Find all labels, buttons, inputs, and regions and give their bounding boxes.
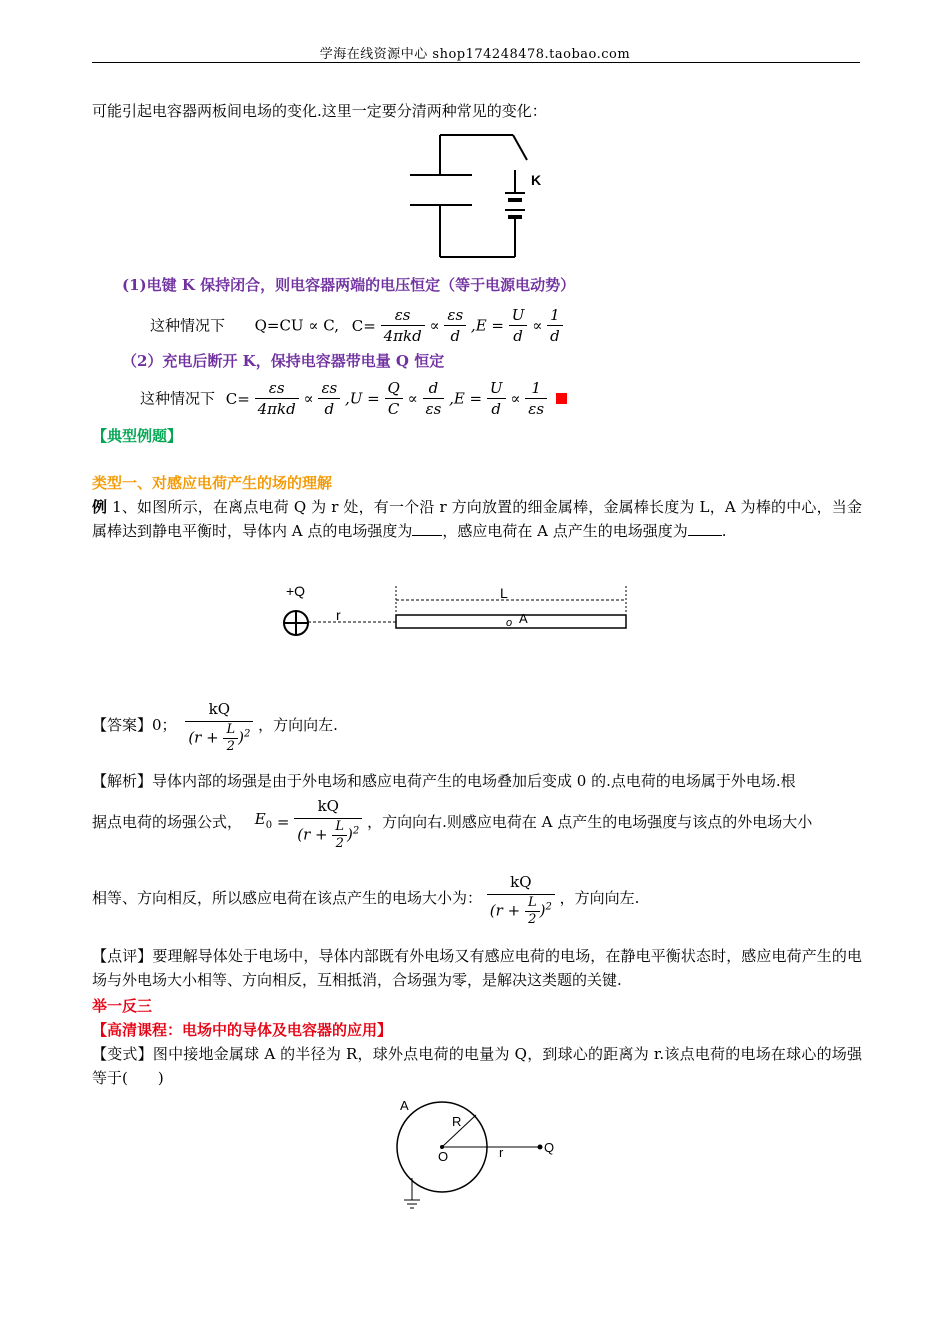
center-label: O bbox=[438, 1149, 449, 1164]
answer-line bbox=[92, 695, 338, 755]
case2-title: （2）充电后断开 K，保持电容器带电量 Q 恒定 bbox=[122, 352, 445, 370]
comment-text: 【点评】要理解导体处于电场中，导体内部既有外电场又有感应电荷的电场，在静电平衡状态时，感应电荷产生的电场与外电场大小相等、方向相反，互相抵消，合场强为零，是解决这类题的关键. bbox=[92, 947, 862, 989]
type1-label: 类型一、对感应电荷产生的场的理解 bbox=[92, 474, 333, 492]
analysis-line-1: 【解析】导体内部的场强是由于外电场和感应电荷产生的电场叠加后变成 0 的.点电荷的电场属于外电场.根 bbox=[92, 772, 796, 790]
analysis-line-2-a: 据点电荷的场强公式， bbox=[92, 813, 243, 831]
case1-frac-1: $\frac{\varepsilon s}{\text{4πkd}}$ bbox=[381, 305, 425, 346]
typical-examples-label: 【典型例题】 bbox=[92, 427, 183, 445]
example1-text bbox=[92, 495, 862, 543]
switch-k bbox=[513, 135, 527, 160]
proportional-sign: ∝ bbox=[407, 389, 418, 408]
case2-e-eq: ,E = bbox=[449, 389, 483, 408]
induced-field-fraction: kQ (r + $\frac{L}{2}$ )$^2$ bbox=[487, 868, 555, 928]
analysis-line-2 bbox=[92, 792, 812, 852]
charge-rod-figure bbox=[270, 578, 640, 643]
answer-fraction: kQ (r + $\frac{L}{2}$ )$^2$ bbox=[185, 695, 253, 755]
analysis-line-3-a: 相等、方向相反，所以感应电荷在该点产生的电场大小为： bbox=[92, 889, 483, 907]
example1-part-c: . bbox=[721, 522, 727, 540]
case1-q: Q=CU ∝ C, bbox=[254, 316, 339, 335]
e0-fraction: kQ (r + $\frac{L}{2}$ )$^2$ bbox=[294, 792, 362, 852]
end-marker-square bbox=[556, 393, 567, 404]
a-label: A bbox=[519, 611, 528, 626]
variant-text: 【变式】图中接地金属球 A 的半径为 R，球外点电荷的电量为 Q，到球心的距离为 r.该点电荷的电场在球心的场强等于( ) bbox=[92, 1045, 862, 1087]
distance-label: r bbox=[499, 1145, 504, 1160]
case1-c-eq: C= bbox=[351, 316, 376, 335]
case2-c-eq: C= bbox=[225, 389, 250, 408]
switch-label: K bbox=[531, 172, 542, 188]
proportional-sign: ∝ bbox=[303, 389, 314, 408]
course-label: 【高清课程：电场中的导体及电容器的应用】 bbox=[92, 1021, 393, 1039]
case1-lead: 这种情况下 bbox=[150, 316, 226, 335]
answer-blank-1 bbox=[412, 521, 442, 536]
point-charge-q bbox=[538, 1145, 543, 1150]
case2-frac-4: $\frac{d}{\varepsilon s}$ bbox=[423, 378, 445, 419]
page-header: 学海在线资源中心 shop174248478.taobao.com bbox=[319, 47, 631, 62]
answer-tail: ，方向向左. bbox=[258, 716, 338, 734]
analysis-line-3 bbox=[92, 868, 639, 928]
radius-label: R bbox=[452, 1114, 462, 1129]
case1-e-eq: ,E = bbox=[470, 316, 504, 335]
case1-formula bbox=[150, 305, 563, 346]
case1-frac-4: $\frac{1}{d}$ bbox=[547, 305, 563, 346]
juyi-label: 举一反三 bbox=[92, 997, 153, 1015]
r-label: r bbox=[336, 607, 341, 623]
case2-frac-1: $\frac{\varepsilon s}{\text{4πkd}}$ bbox=[255, 378, 299, 419]
charge-q-label: Q bbox=[544, 1140, 555, 1155]
case2-frac-3: $\frac{Q}{C}$ bbox=[385, 378, 403, 419]
case2-formula bbox=[140, 378, 567, 419]
e0-symbol: $E_0$ bbox=[254, 809, 273, 831]
analysis-line-2-b: ，方向向右.则感应电荷在 A 点产生的电场强度与该点的外电场大小 bbox=[367, 813, 813, 831]
case2-frac-2: $\frac{\varepsilon s}{d}$ bbox=[318, 378, 340, 419]
case1-title: (1)电键 K 保持闭合，则电容器两端的电压恒定（等于电源电动势） bbox=[122, 276, 576, 294]
answer-label: 【答案】0； bbox=[92, 716, 177, 734]
capacitor-circuit-diagram bbox=[400, 125, 550, 265]
proportional-sign: ∝ bbox=[532, 316, 543, 335]
l-label: L bbox=[500, 585, 508, 601]
grounded-sphere-figure bbox=[390, 1092, 570, 1222]
case2-frac-6: $\frac{1}{\varepsilon s}$ bbox=[525, 378, 547, 419]
case2-u-eq: ,U = bbox=[344, 389, 380, 408]
example-prefix: 例 bbox=[92, 498, 108, 516]
charge-label: +Q bbox=[286, 583, 306, 599]
case2-frac-5: $\frac{U}{d}$ bbox=[487, 378, 506, 419]
answer-blank-2 bbox=[688, 521, 722, 536]
case1-frac-3: $\frac{U}{d}$ bbox=[509, 305, 528, 346]
sphere-label: A bbox=[400, 1098, 409, 1113]
case2-lead: 这种情况下 bbox=[140, 389, 216, 408]
equals-sign: = bbox=[276, 813, 290, 831]
example1-part-b: ，感应电荷在 A 点产生的电场强度为 bbox=[442, 522, 688, 540]
analysis-line-3-b: ，方向向左. bbox=[559, 889, 640, 907]
case1-frac-2: $\frac{\varepsilon s}{d}$ bbox=[444, 305, 466, 346]
center-point-marker: o bbox=[506, 617, 513, 629]
proportional-sign: ∝ bbox=[510, 389, 521, 408]
example1-part-a: 1、如图所示，在离点电荷 Q 为 r 处，有一个沿 r 方向放置的细金属棒，金属棒长度为 L，A 为棒的中心，当金属棒达到静电平衡时，导体内 A 点的电场强度为 bbox=[92, 498, 862, 540]
intro-text: 可能引起电容器两板间电场的变化.这里一定要分清两种常见的变化： bbox=[92, 102, 547, 120]
header-rule bbox=[92, 62, 860, 63]
proportional-sign: ∝ bbox=[429, 316, 440, 335]
